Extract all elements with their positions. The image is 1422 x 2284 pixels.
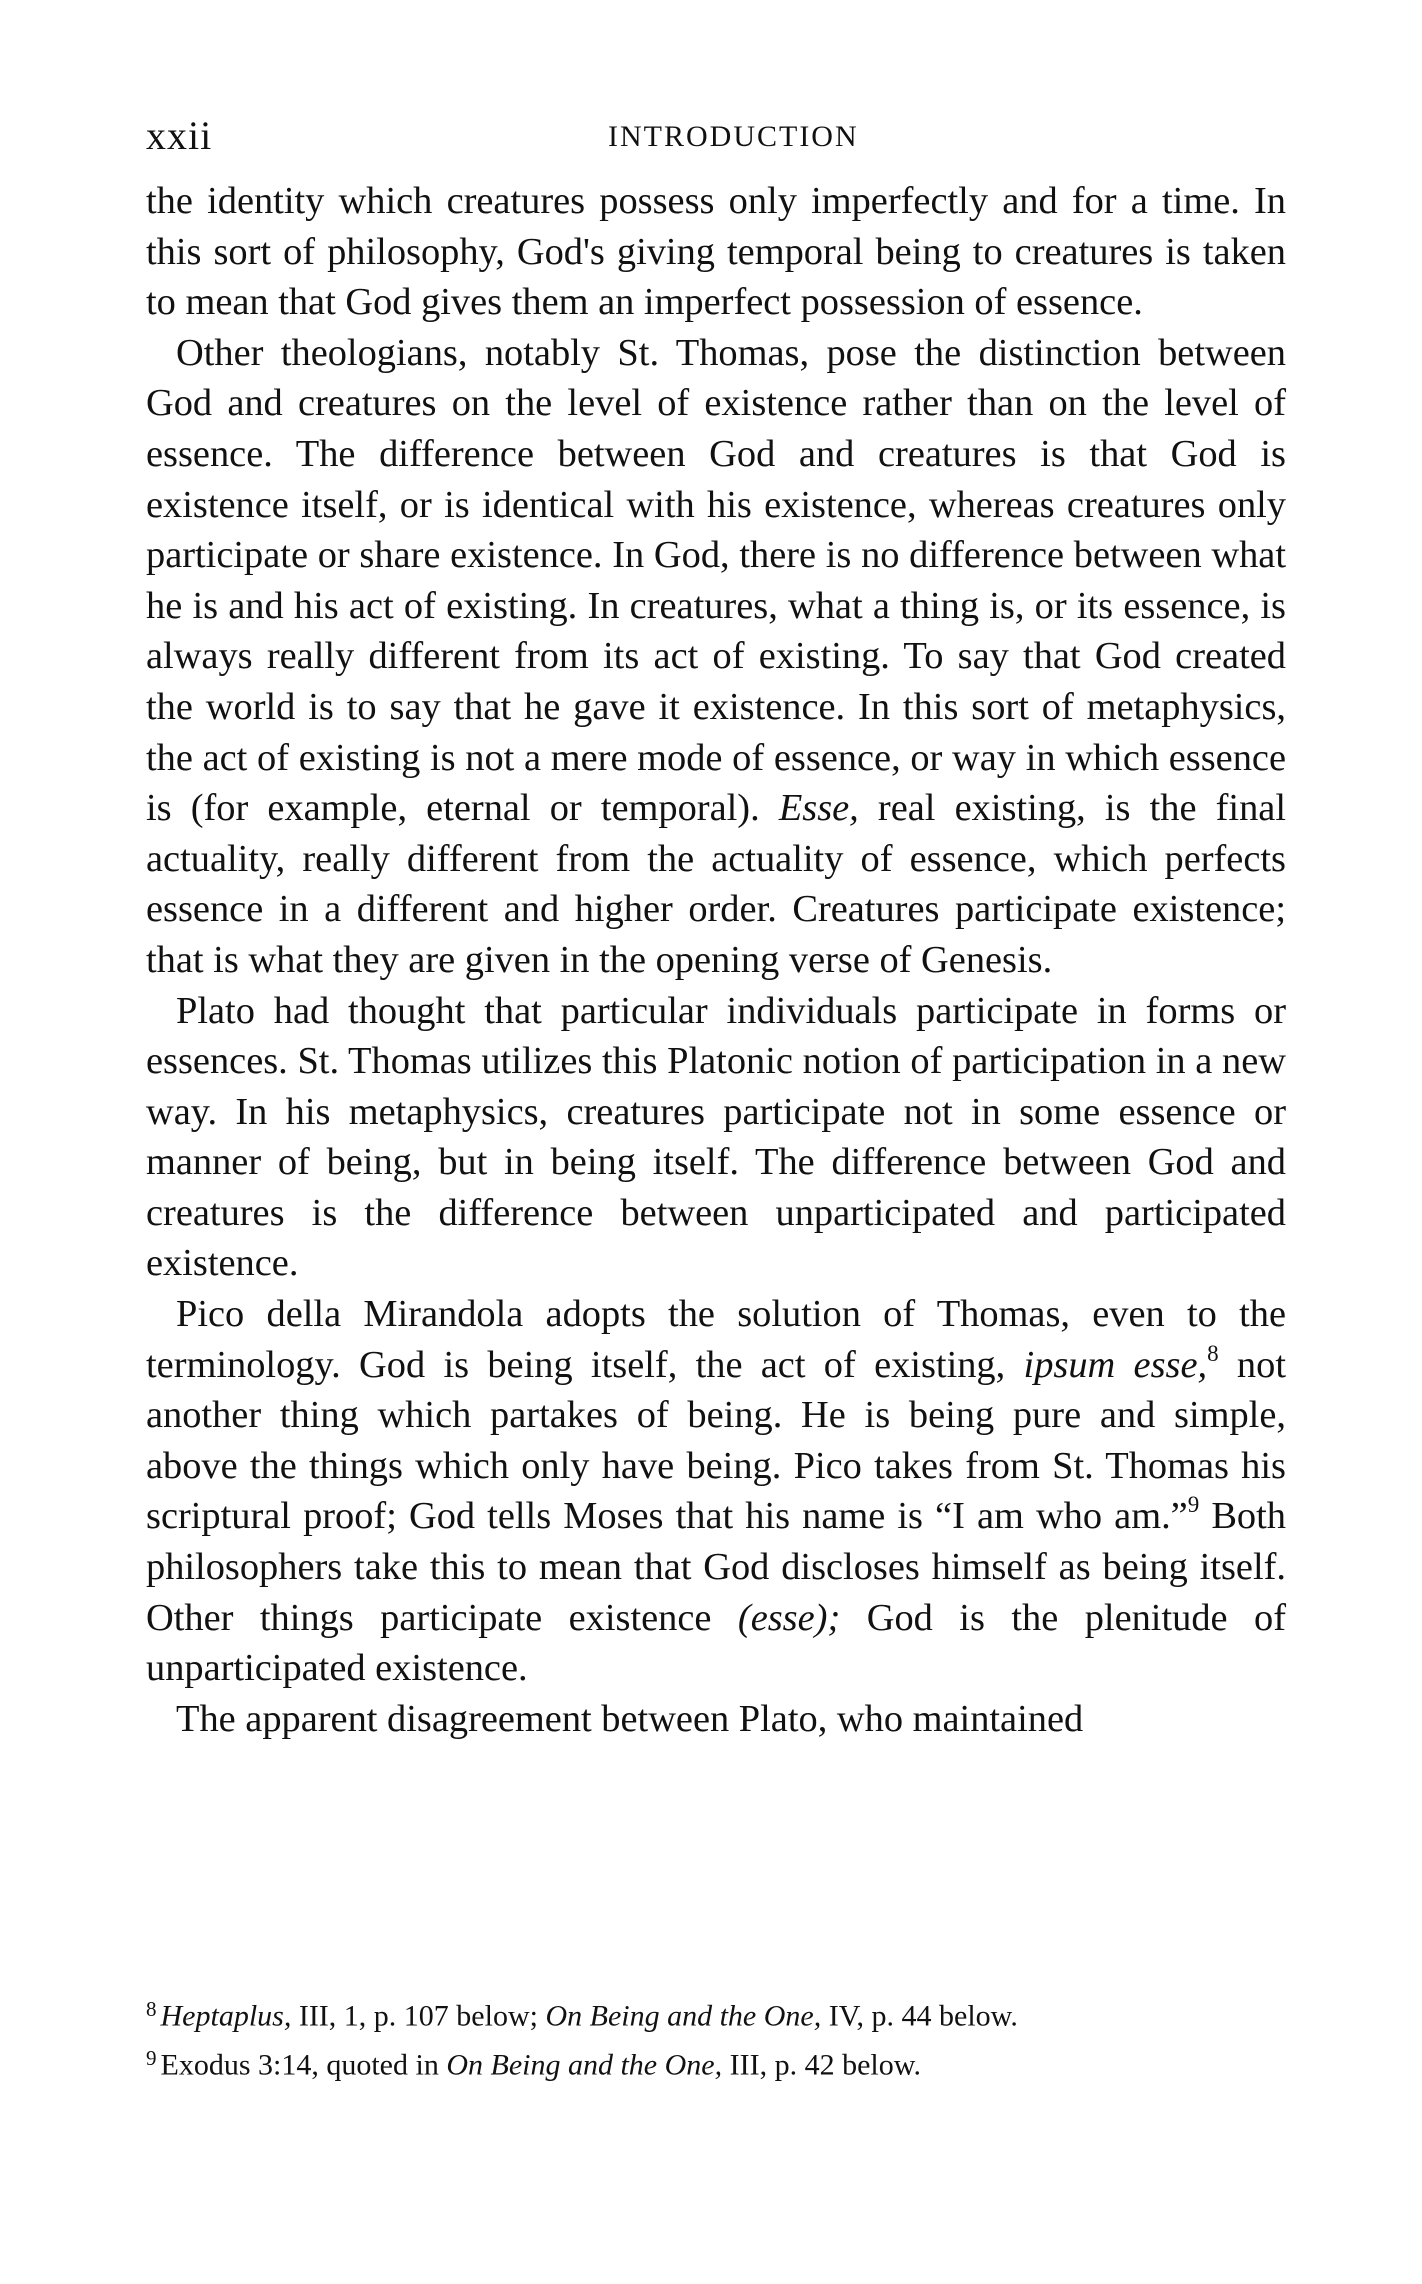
paragraph-5: The apparent disagreement between Plato, who maintained xyxy=(176,1697,1084,1740)
footnote-ref-8: 8 xyxy=(1207,1339,1219,1366)
page-number: xxii xyxy=(146,113,213,158)
footnote-ref-9: 9 xyxy=(1187,1491,1200,1518)
paragraph-1: the identity which creatures possess only imperfectly and for a time. In this sort of philosophy, God's giving temporal being to creatures is taken to mean that God gives them an imperfect possession of essence. xyxy=(146,180,1286,324)
footnotes xyxy=(146,1988,1286,2087)
italic-ipsum-esse: ipsum esse, xyxy=(1023,1343,1208,1386)
page-header xyxy=(146,112,1286,162)
italic-esse: Esse, xyxy=(778,787,859,830)
italic-esse-2: (esse); xyxy=(737,1596,841,1639)
paragraph-3: Plato had thought that particular individuals participate in forms or essences. St. Thomas utilizes this Platonic notion of participation in a new way. In his metaphysics, creatures participate not in some essence or manner of being, but in being itself. The difference between God and creatures is the difference between unparticipated and participated existence. xyxy=(146,989,1286,1285)
body-text xyxy=(146,176,1286,1744)
paragraph-2: Other theologians, notably St. Thomas, pose the distinction between God and creatures on the level of existence rather than on the level of essence. The difference between God and creatures is that God is existence itself, or is identical with his existence, whereas creatures only participate or share existence. In God, there is no difference between what he is and his act of existing. In creatures, what a thing is, or its essence, is always really different from its act of existing. To say that God created the world is to say that he gave it existence. In this sort of metaphysics, the act of existing is not a mere mode of essence, or way in which essence is (for example, eternal or temporal). Esse, real existing, is the final actuality, really different from the actuality of essence, which perfects essence in a different and higher order. Creatures participate existence; that is what they are given in the opening verse of Genesis. xyxy=(146,331,1286,981)
footnote-8: $^8$ Heptaplus, III, 1, p. 107 below; On Being and the One, IV, p. 44 below. xyxy=(146,1997,1018,2033)
paragraph-4: Pico della Mirandola adopts the solution of Thomas, even to the terminology. God is being itself, the act of existing, ipsum esse,$^8$ not another thing which partakes of being. He is being pure and simple, above the things which only have being. Pico takes from St. Thomas his scriptural proof; God tells Moses that his name is “I am who am.”$^9$ Both philosophers take this to mean that God discloses himself as being itself. Other things participate existence (esse); God is the plenitude of unparticipated existence. xyxy=(146,1293,1286,1690)
running-head: INTRODUCTION xyxy=(608,120,859,153)
footnote-9: $^9$ Exodus 3:14, quoted in On Being and the One, III, p. 42 below. xyxy=(146,2046,921,2082)
